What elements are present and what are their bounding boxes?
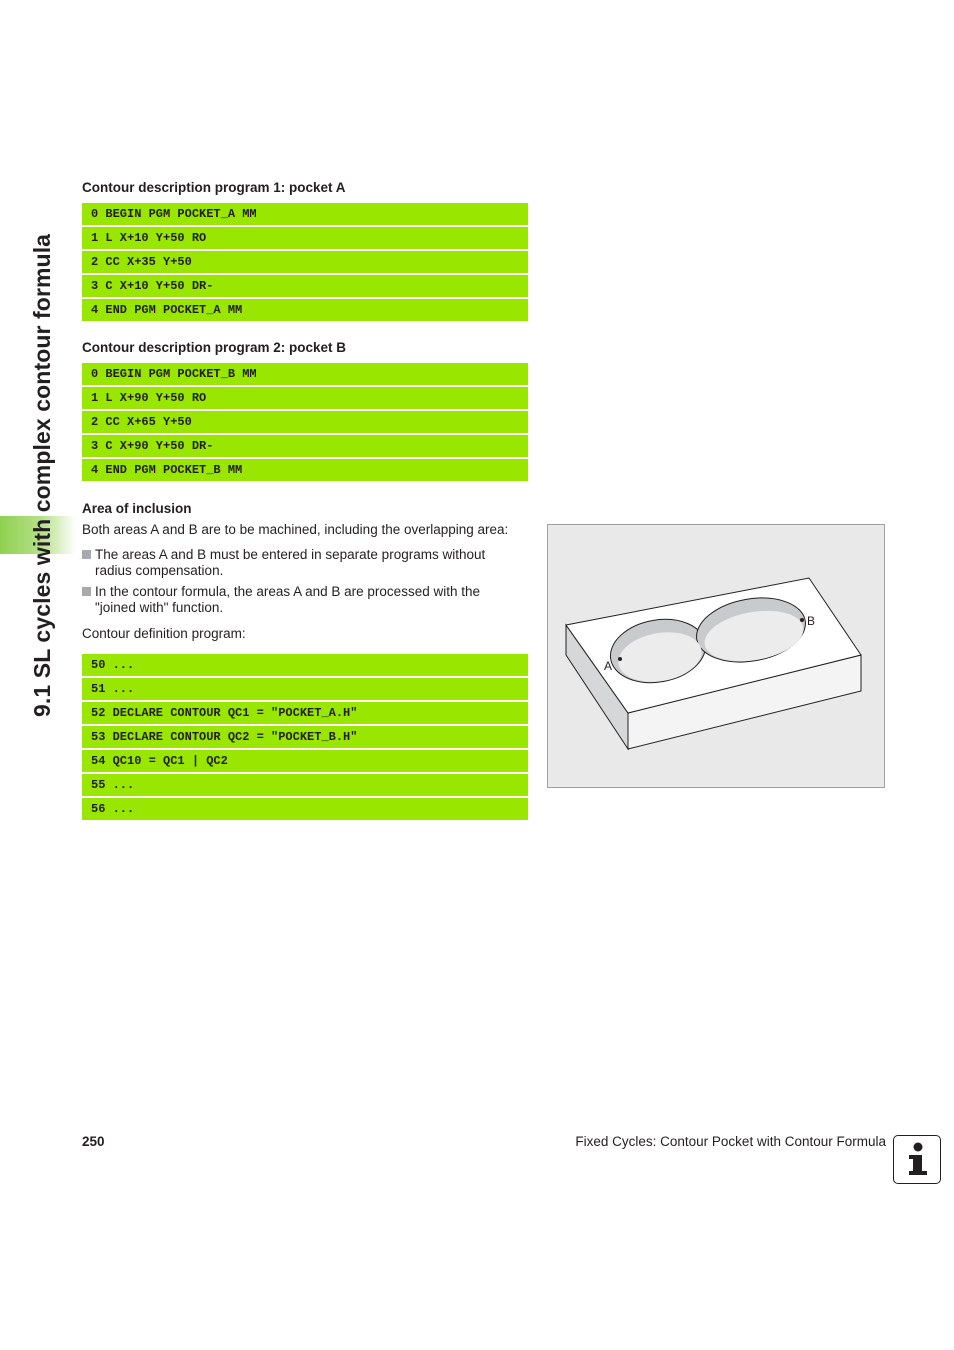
code-block-contour-definition xyxy=(82,654,528,822)
code-line: 4 END PGM POCKET_B MM xyxy=(82,459,528,481)
code-block-pocket-a xyxy=(82,203,528,323)
info-icon xyxy=(893,1135,941,1184)
list-item-text: In the contour formula, the areas A and B are processed with the "joined with" function. xyxy=(95,584,480,615)
page-number: 250 xyxy=(82,1134,105,1149)
bullet-square-icon xyxy=(82,587,91,596)
code-line: 4 END PGM POCKET_A MM xyxy=(82,299,528,321)
code-line: 1 L X+10 Y+50 RO xyxy=(82,227,528,249)
list-item xyxy=(82,584,522,616)
bullet-square-icon xyxy=(82,550,91,559)
code-line: 52 DECLARE CONTOUR QC1 = "POCKET_A.H" xyxy=(82,702,528,724)
code-line: 3 C X+10 Y+50 DR- xyxy=(82,275,528,297)
code-line: 51 ... xyxy=(82,678,528,700)
list-item-text: The areas A and B must be entered in separate programs without radius compensation. xyxy=(95,547,486,578)
heading-area-of-inclusion: Area of inclusion xyxy=(82,501,192,516)
code-line: 54 QC10 = QC1 | QC2 xyxy=(82,750,528,772)
point-a-marker xyxy=(618,657,622,661)
code-line: 2 CC X+35 Y+50 xyxy=(82,251,528,273)
chapter-side-title: 9.1 SL cycles with complex contour formula xyxy=(29,233,55,717)
code-line: 50 ... xyxy=(82,654,528,676)
definition-label: Contour definition program: xyxy=(82,626,246,641)
heading-pocket-a: Contour description program 1: pocket A xyxy=(82,180,346,195)
pocket-illustration xyxy=(547,524,885,788)
code-line: 1 L X+90 Y+50 RO xyxy=(82,387,528,409)
code-block-pocket-b xyxy=(82,363,528,483)
code-line: 0 BEGIN PGM POCKET_A MM xyxy=(82,203,528,225)
code-line: 3 C X+90 Y+50 DR- xyxy=(82,435,528,457)
label-b: B xyxy=(807,614,816,628)
running-footer-title: Fixed Cycles: Contour Pocket with Contour Formula xyxy=(575,1134,886,1149)
code-line: 55 ... xyxy=(82,774,528,796)
code-line: 0 BEGIN PGM POCKET_B MM xyxy=(82,363,528,385)
code-line: 56 ... xyxy=(82,798,528,820)
code-line: 53 DECLARE CONTOUR QC2 = "POCKET_B.H" xyxy=(82,726,528,748)
code-line: 2 CC X+65 Y+50 xyxy=(82,411,528,433)
inclusion-intro: Both areas A and B are to be machined, including the overlapping area: xyxy=(82,522,509,537)
heading-pocket-b: Contour description program 2: pocket B xyxy=(82,340,347,355)
list-item xyxy=(82,547,522,579)
workpiece-drawing xyxy=(548,525,884,787)
point-b-marker xyxy=(800,618,804,622)
label-a: A xyxy=(604,659,613,673)
